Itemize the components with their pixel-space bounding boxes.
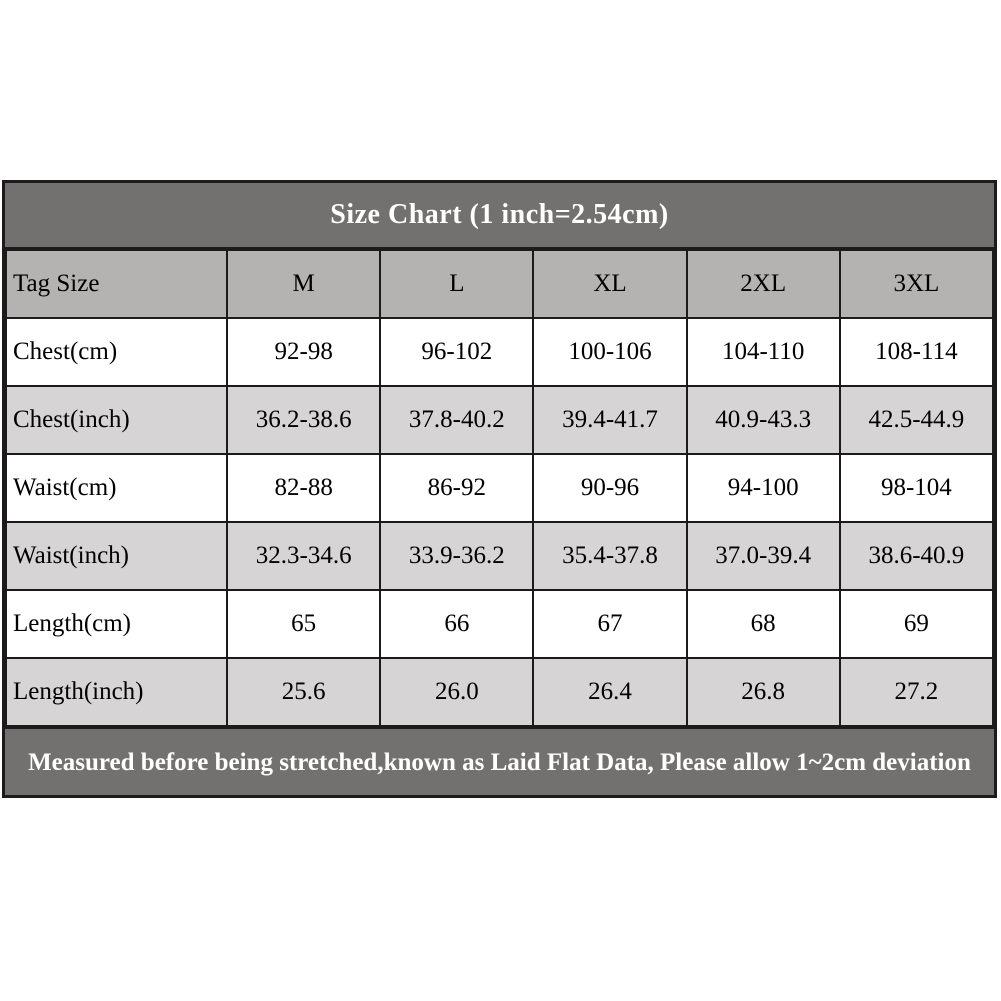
size-cell: 86-92 bbox=[380, 454, 533, 522]
size-cell: 42.5-44.9 bbox=[840, 386, 993, 454]
size-cell: 38.6-40.9 bbox=[840, 522, 993, 590]
table-row-waist-inch bbox=[6, 522, 993, 590]
size-cell: 65 bbox=[227, 590, 380, 658]
size-cell: 26.8 bbox=[687, 658, 840, 726]
size-cell: 68 bbox=[687, 590, 840, 658]
size-cell: 26.4 bbox=[533, 658, 686, 726]
row-label: Length(inch) bbox=[6, 658, 227, 726]
row-label: Chest(cm) bbox=[6, 318, 227, 386]
size-chart-table bbox=[2, 180, 997, 798]
size-cell: 96-102 bbox=[380, 318, 533, 386]
row-label: Chest(inch) bbox=[6, 386, 227, 454]
header-row bbox=[6, 250, 993, 318]
table-row-length-inch bbox=[6, 658, 993, 726]
size-cell: 25.6 bbox=[227, 658, 380, 726]
size-cell: 67 bbox=[533, 590, 686, 658]
header-cell-size-2xl: 2XL bbox=[687, 250, 840, 318]
size-cell: 40.9-43.3 bbox=[687, 386, 840, 454]
size-cell: 82-88 bbox=[227, 454, 380, 522]
row-label: Waist(cm) bbox=[6, 454, 227, 522]
size-cell: 66 bbox=[380, 590, 533, 658]
size-cell: 36.2-38.6 bbox=[227, 386, 380, 454]
table-row-chest-cm bbox=[6, 318, 993, 386]
size-cell: 94-100 bbox=[687, 454, 840, 522]
size-cell: 39.4-41.7 bbox=[533, 386, 686, 454]
size-cell: 33.9-36.2 bbox=[380, 522, 533, 590]
size-cell: 37.8-40.2 bbox=[380, 386, 533, 454]
size-table bbox=[5, 249, 994, 727]
header-cell-size-l: L bbox=[380, 250, 533, 318]
header-cell-size-m: M bbox=[227, 250, 380, 318]
size-cell: 90-96 bbox=[533, 454, 686, 522]
size-cell: 100-106 bbox=[533, 318, 686, 386]
header-cell-tag-size: Tag Size bbox=[6, 250, 227, 318]
size-cell: 104-110 bbox=[687, 318, 840, 386]
size-cell: 108-114 bbox=[840, 318, 993, 386]
header-cell-size-xl: XL bbox=[533, 250, 686, 318]
size-chart-title: Size Chart (1 inch=2.54cm) bbox=[5, 183, 994, 249]
size-cell: 27.2 bbox=[840, 658, 993, 726]
size-cell: 26.0 bbox=[380, 658, 533, 726]
size-cell: 69 bbox=[840, 590, 993, 658]
table-row-length-cm bbox=[6, 590, 993, 658]
row-label: Length(cm) bbox=[6, 590, 227, 658]
size-cell: 92-98 bbox=[227, 318, 380, 386]
size-cell: 35.4-37.8 bbox=[533, 522, 686, 590]
header-cell-size-3xl: 3XL bbox=[840, 250, 993, 318]
table-row-chest-inch bbox=[6, 386, 993, 454]
table-row-waist-cm bbox=[6, 454, 993, 522]
size-cell: 37.0-39.4 bbox=[687, 522, 840, 590]
size-cell: 32.3-34.6 bbox=[227, 522, 380, 590]
size-cell: 98-104 bbox=[840, 454, 993, 522]
measurement-note: Measured before being stretched,known as Laid Flat Data, Please allow 1~2cm deviation bbox=[5, 727, 994, 795]
row-label: Waist(inch) bbox=[6, 522, 227, 590]
